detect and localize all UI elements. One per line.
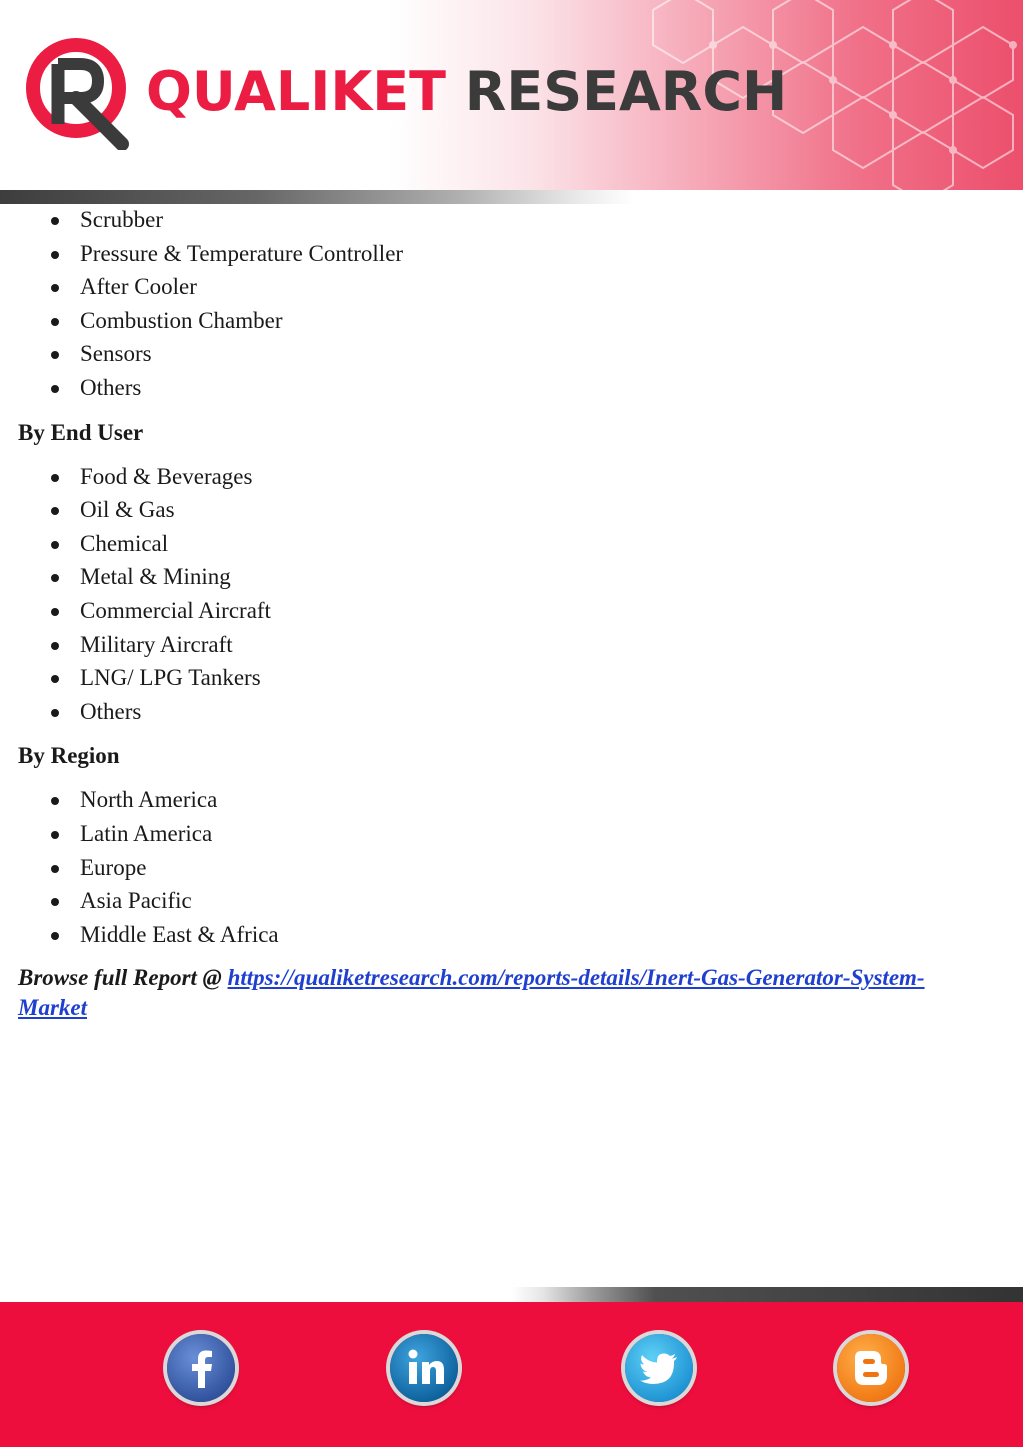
brand-name-qualiket: QUALIKET: [146, 60, 446, 123]
linkedin-button[interactable]: [390, 1334, 458, 1402]
region-list: [51, 783, 1003, 951]
end-user-heading: By End User: [18, 419, 144, 445]
list-item: Sensors: [51, 337, 1003, 371]
region-heading: By Region: [18, 743, 120, 769]
brand-name-research: RESEARCH: [464, 60, 788, 123]
report-link-line2: Market: [18, 995, 87, 1021]
header-divider-bar: [0, 190, 1023, 204]
page-header: [0, 0, 1023, 190]
browse-report-line: [18, 963, 1003, 1023]
brand-name: [146, 60, 787, 124]
list-item: After Cooler: [51, 270, 1003, 304]
list-item: Commercial Aircraft: [51, 594, 1003, 628]
list-item: Europe: [51, 851, 1003, 885]
list-item: Chemical: [51, 527, 1003, 561]
list-item: Latin America: [51, 817, 1003, 851]
component-list: [51, 203, 1003, 405]
list-item: Military Aircraft: [51, 628, 1003, 662]
list-item: Combustion Chamber: [51, 304, 1003, 338]
browse-label: Browse full Report @: [18, 965, 228, 991]
list-item: Others: [51, 695, 1003, 729]
qualiket-logo-icon: [22, 34, 134, 150]
blogger-icon: [837, 1334, 905, 1402]
list-item: Others: [51, 371, 1003, 405]
list-item: Scrubber: [51, 203, 1003, 237]
end-user-list: [51, 460, 1003, 729]
twitter-icon: [625, 1334, 693, 1402]
twitter-button[interactable]: [625, 1334, 693, 1402]
list-item: LNG/ LPG Tankers: [51, 661, 1003, 695]
list-item: Metal & Mining: [51, 560, 1003, 594]
facebook-icon: [167, 1334, 235, 1402]
linkedin-icon: [390, 1334, 458, 1402]
list-item: Pressure & Temperature Controller: [51, 237, 1003, 271]
list-item: Oil & Gas: [51, 493, 1003, 527]
list-item: Middle East & Africa: [51, 918, 1003, 952]
list-item: Asia Pacific: [51, 884, 1003, 918]
report-content: [18, 203, 1003, 1023]
list-item: North America: [51, 783, 1003, 817]
blogger-button[interactable]: [837, 1334, 905, 1402]
report-link-line1: https://qualiketresearch.com/reports-details/Inert-Gas-Generator-System-: [227, 965, 925, 991]
list-item: Food & Beverages: [51, 460, 1003, 494]
footer-divider-bar: [0, 1287, 1023, 1302]
facebook-button[interactable]: [167, 1334, 235, 1402]
